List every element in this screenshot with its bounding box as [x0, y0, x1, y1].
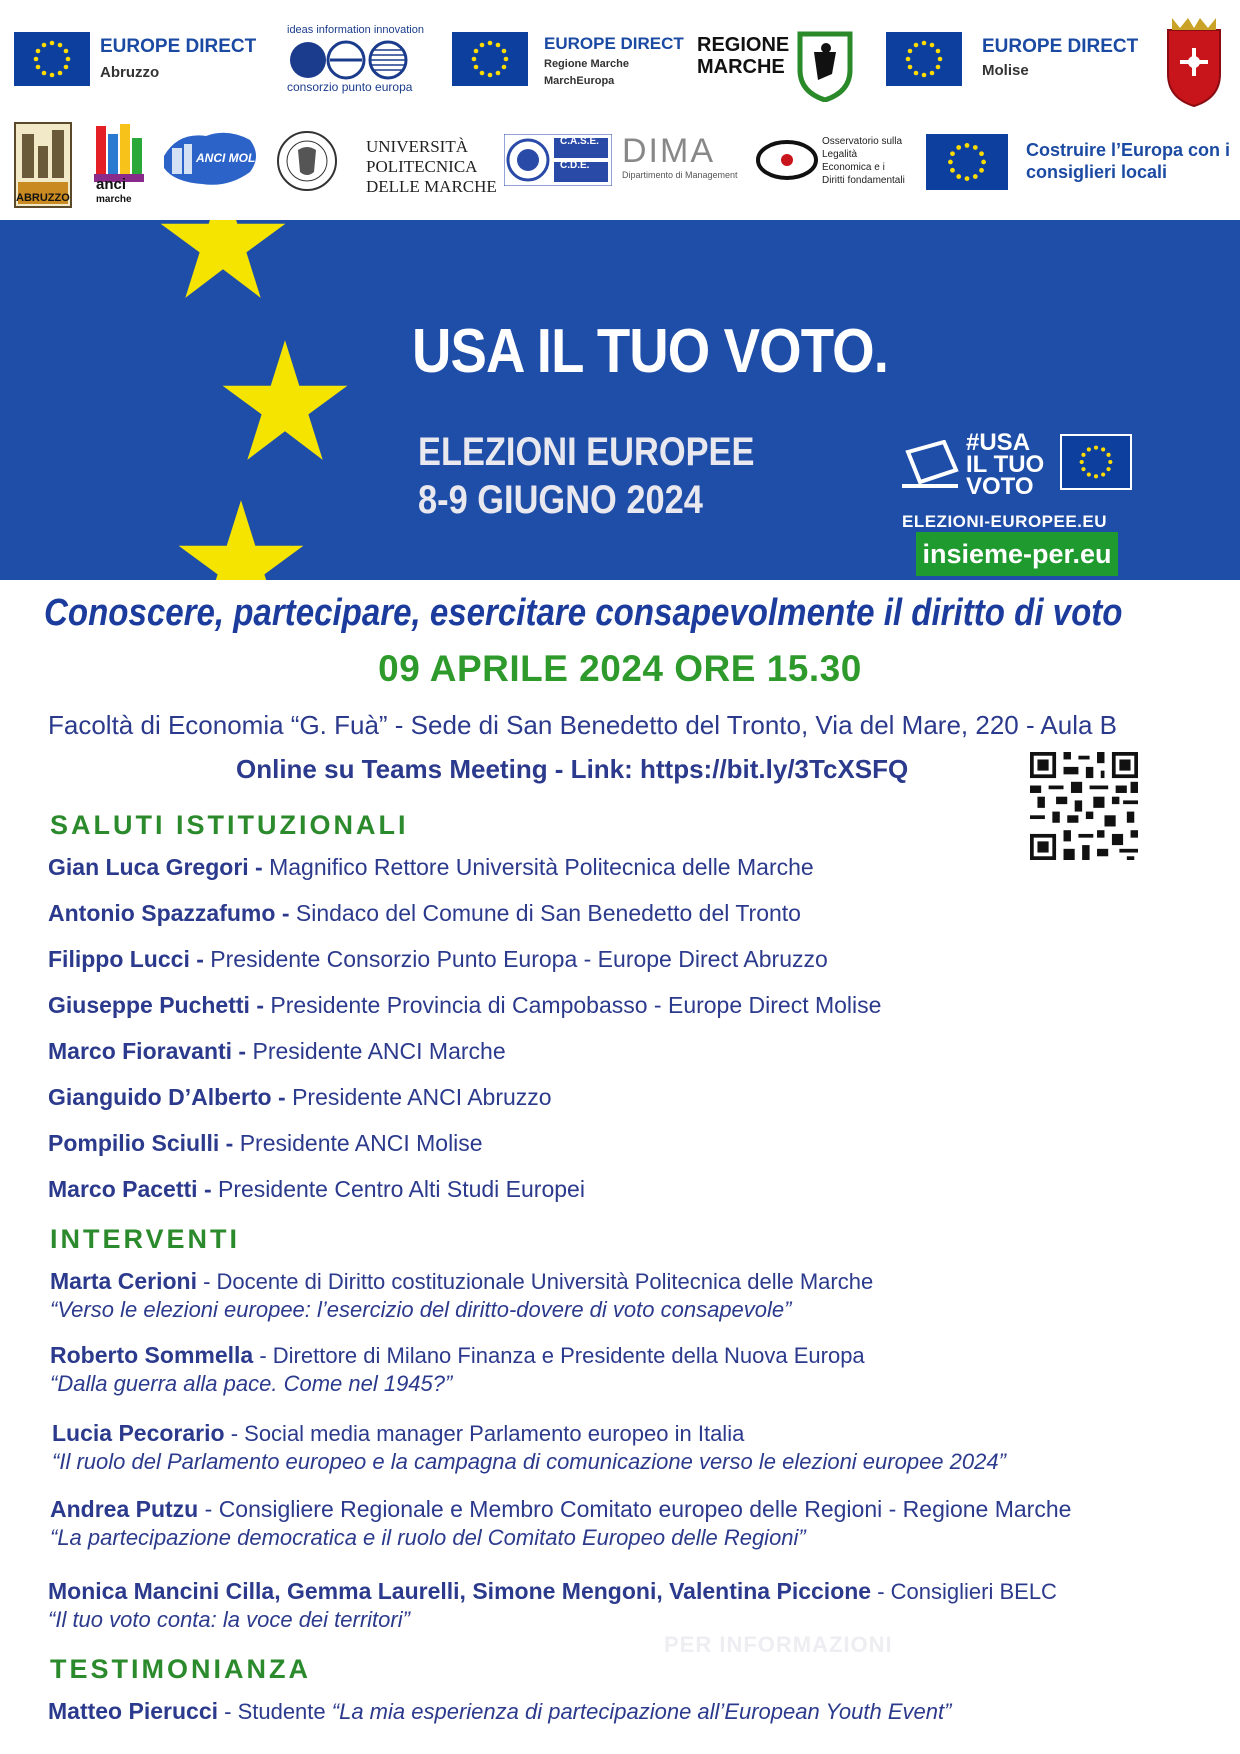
- vote-logo: [900, 429, 1132, 532]
- eu-flag-icon: [452, 32, 528, 86]
- saluti-row: Antonio Spazzafumo - Sindaco del Comune di San Benedetto del Tronto: [48, 900, 801, 926]
- speaker-role: Magnifico Rettore Università Politecnica delle Marche: [269, 854, 814, 880]
- talk-topic: “Dalla guerra alla pace. Come nel 1945?”: [50, 1371, 453, 1396]
- star-icon: [158, 220, 288, 302]
- speaker-name: Monica Mancini Cilla, Gemma Laurelli, Simone Mengoni, Valentina Piccione: [48, 1578, 872, 1604]
- osservatorio-logo-icon: [756, 138, 818, 182]
- regione-marche-shield-icon: [796, 30, 854, 102]
- section-title-testimonianza: TESTIMONIANZA: [50, 1654, 311, 1684]
- vote-logo-line2: IL TUO: [966, 451, 1045, 478]
- talk-topic: “La partecipazione democratica e il ruolo del Comitato Europeo delle Regioni”: [50, 1525, 806, 1550]
- anci-marche-line1: anci: [96, 176, 127, 193]
- event-title: Conoscere, partecipare, esercitare consapevolmente il diritto di voto: [44, 592, 1123, 634]
- saluti-row: Giuseppe Puchetti - Presidente Provincia di Campobasso - Europe Direct Molise: [48, 992, 882, 1018]
- speaker-role: Presidente Centro Alti Studi Europei: [218, 1176, 585, 1202]
- intervento-item: Monica Mancini Cilla, Gemma Laurelli, Simone Mengoni, Valentina Piccione - Consiglieri BELC “Il tuo voto conta: la voce dei territori”: [48, 1578, 1057, 1632]
- europe-direct-marche-title: EUROPE DIRECT: [544, 34, 684, 53]
- talk-topic: “Verso le elezioni europee: l’esercizio del diritto-dovere di voto consapevole”: [50, 1297, 792, 1322]
- eu-flag-icon: [14, 32, 90, 86]
- univpm-line2: POLITECNICA: [366, 157, 478, 176]
- europe-direct-marche-line2: MarchEuropa: [544, 75, 615, 87]
- speaker-name: Andrea Putzu: [50, 1496, 199, 1522]
- anci-molise-label: ANCI MOLISE: [196, 151, 275, 165]
- vote-logo-line3: VOTO: [966, 473, 1034, 500]
- speaker-role: Studente: [237, 1699, 326, 1724]
- speaker-name: Gianguido D’Alberto: [48, 1084, 272, 1110]
- europe-direct-abruzzo-region: Abruzzo: [100, 64, 160, 81]
- section-title-interventi: INTERVENTI: [50, 1224, 241, 1254]
- speaker-role: Direttore di Milano Finanza e Presidente della Nuova Europa: [272, 1343, 865, 1368]
- speaker-role: Presidente ANCI Abruzzo: [292, 1084, 552, 1110]
- ballot-box-icon: [900, 440, 960, 492]
- talk-topic: “Il tuo voto conta: la voce dei territori”: [48, 1607, 410, 1632]
- hero-banner: [0, 220, 1240, 580]
- cde-label: C.D.E.: [560, 160, 590, 171]
- univpm-seal-icon: [276, 130, 338, 192]
- univpm-line1: UNIVERSITÀ: [366, 137, 468, 156]
- star-icon: [176, 500, 306, 580]
- intervento-item: Marta Cerioni - Docente di Diritto costituzionale Università Politecnica delle Marche “Verso le elezioni europee: l’esercizio del diritto-dovere di voto consapevole”: [50, 1268, 874, 1322]
- testimonianza-item: Matteo Pierucci - Studente “La mia esperienza di partecipazione all’European Youth Event”: [48, 1698, 952, 1724]
- speaker-name: Giuseppe Puchetti: [48, 992, 250, 1018]
- event-venue: Facoltà di Economia “G. Fuà” - Sede di San Benedetto del Tronto, Via del Mare, 220 - Aula B: [48, 710, 1118, 740]
- saluti-row: Marco Pacetti - Presidente Centro Alti Studi Europei: [48, 1176, 585, 1202]
- costruire-line1: Costruire l’Europa con i: [1026, 140, 1231, 160]
- star-icon: [220, 340, 350, 464]
- punto-europa-logo-icon: [288, 40, 418, 80]
- osservatorio-line3: Economica e i: [822, 162, 885, 173]
- insieme-per-eu-link[interactable]: insieme-per.eu: [916, 532, 1118, 576]
- provincia-campobasso-seal-icon: [1162, 14, 1226, 108]
- speaker-role: Presidente Provincia di Campobasso - Europe Direct Molise: [270, 992, 882, 1018]
- intervento-item: Andrea Putzu - Consigliere Regionale e Membro Comitato europeo delle Regioni - Regione Marche “La partecipazione democratica e il ruolo del Comitato Europeo delle Regioni”: [50, 1496, 1072, 1550]
- partner-logos: [0, 0, 1240, 220]
- vote-logo-line1: #USA: [966, 429, 1031, 456]
- saluti-row: Gianguido D’Alberto - Presidente ANCI Abruzzo: [48, 1084, 552, 1110]
- osservatorio-line4: Diritti fondamentali: [822, 175, 905, 186]
- speaker-name: Antonio Spazzafumo: [48, 900, 276, 926]
- speaker-role: Consigliere Regionale e Membro Comitato europeo delle Regioni - Regione Marche: [218, 1496, 1072, 1522]
- speaker-name: Matteo Pierucci: [48, 1698, 218, 1724]
- speaker-role: Social media manager Parlamento europeo in Italia: [244, 1421, 745, 1446]
- speaker-name: Pompilio Sciulli: [48, 1130, 220, 1156]
- talk-topic: “La mia esperienza di partecipazione all’European Youth Event”: [331, 1699, 952, 1724]
- event-date: 09 APRILE 2024 ORE 15.30: [378, 648, 862, 689]
- intervento-item: Roberto Sommella - Direttore di Milano Finanza e Presidente della Nuova Europa “Dalla guerra alla pace. Come nel 1945?”: [50, 1342, 865, 1396]
- speaker-role: Presidente ANCI Marche: [252, 1038, 506, 1064]
- speaker-name: Marco Pacetti: [48, 1176, 198, 1202]
- banner-line2: 8-9 GIUGNO 2024: [418, 478, 703, 522]
- osservatorio-line1: Osservatorio sulla: [822, 136, 903, 147]
- europe-direct-marche-line1: Regione Marche: [544, 58, 629, 70]
- speaker-name: Gian Luca Gregori: [48, 854, 249, 880]
- regione-marche-line1: REGIONE: [697, 34, 790, 56]
- banner-headline: USA IL TUO VOTO.: [412, 317, 889, 386]
- osservatorio-line2: Legalità: [822, 149, 858, 160]
- saluti-row: Marco Fioravanti - Presidente ANCI Marche: [48, 1038, 506, 1064]
- europe-direct-molise-title: EUROPE DIRECT: [982, 36, 1139, 57]
- speaker-name: Marta Cerioni: [50, 1268, 197, 1294]
- speaker-name: Marco Fioravanti: [48, 1038, 233, 1064]
- eu-flag-icon: [886, 32, 962, 86]
- ghost-text: PER INFORMAZIONI: [664, 1632, 893, 1657]
- vote-logo-url: ELEZIONI-EUROPEE.EU: [902, 512, 1108, 531]
- punto-europa-name: consorzio punto europa: [287, 80, 413, 94]
- saluti-row: Filippo Lucci - Presidente Consorzio Punto Europa - Europe Direct Abruzzo: [48, 946, 828, 972]
- teams-meeting-link[interactable]: Online su Teams Meeting - Link: https://bit.ly/3TcXSFQ: [236, 754, 909, 784]
- regione-marche-line2: MARCHE: [697, 56, 785, 78]
- talk-topic: “Il ruolo del Parlamento europeo e la campagna di comunicazione verso le elezioni europee 2024”: [52, 1449, 1006, 1474]
- univpm-line3: DELLE MARCHE: [366, 177, 497, 196]
- punto-europa-tagline: ideas information innovation: [287, 24, 424, 36]
- anci-marche-line2: marche: [96, 194, 132, 205]
- europe-direct-abruzzo-title: EUROPE DIRECT: [100, 36, 257, 57]
- qr-code-icon: [1030, 752, 1138, 860]
- eu-flag-icon: [1060, 434, 1132, 490]
- dima-sub: Dipartimento di Management: [622, 170, 738, 180]
- case-label: C.A.S.E.: [560, 136, 599, 147]
- speaker-name: Filippo Lucci: [48, 946, 190, 972]
- europe-direct-molise-region: Molise: [982, 62, 1029, 79]
- speaker-role: Presidente ANCI Molise: [239, 1130, 483, 1156]
- speaker-role: Docente di Diritto costituzionale Università Politecnica delle Marche: [216, 1269, 874, 1294]
- dima-name: DIMA: [622, 132, 715, 170]
- speaker-role: Consiglieri BELC: [890, 1579, 1057, 1604]
- intervento-item: Lucia Pecorario - Social media manager Parlamento europeo in Italia “Il ruolo del Parlamento europeo e la campagna di comunicazione verso le elezioni europee 2024”: [52, 1420, 1006, 1474]
- section-title-saluti: SALUTI ISTITUZIONALI: [50, 810, 409, 840]
- eu-flag-icon: [926, 134, 1008, 190]
- speaker-name: Lucia Pecorario: [52, 1420, 225, 1446]
- anci-abruzzo-label: ABRUZZO: [16, 192, 70, 204]
- speaker-name: Roberto Sommella: [50, 1342, 254, 1368]
- saluti-row: Pompilio Sciulli - Presidente ANCI Molise: [48, 1130, 483, 1156]
- saluti-row: Gian Luca Gregori - Magnifico Rettore Università Politecnica delle Marche: [48, 854, 814, 880]
- speaker-role: Presidente Consorzio Punto Europa - Europe Direct Abruzzo: [210, 946, 828, 972]
- banner-line1: ELEZIONI EUROPEE: [418, 430, 755, 474]
- speaker-role: Sindaco del Comune di San Benedetto del Tronto: [295, 900, 801, 926]
- costruire-line2: consiglieri locali: [1026, 162, 1168, 182]
